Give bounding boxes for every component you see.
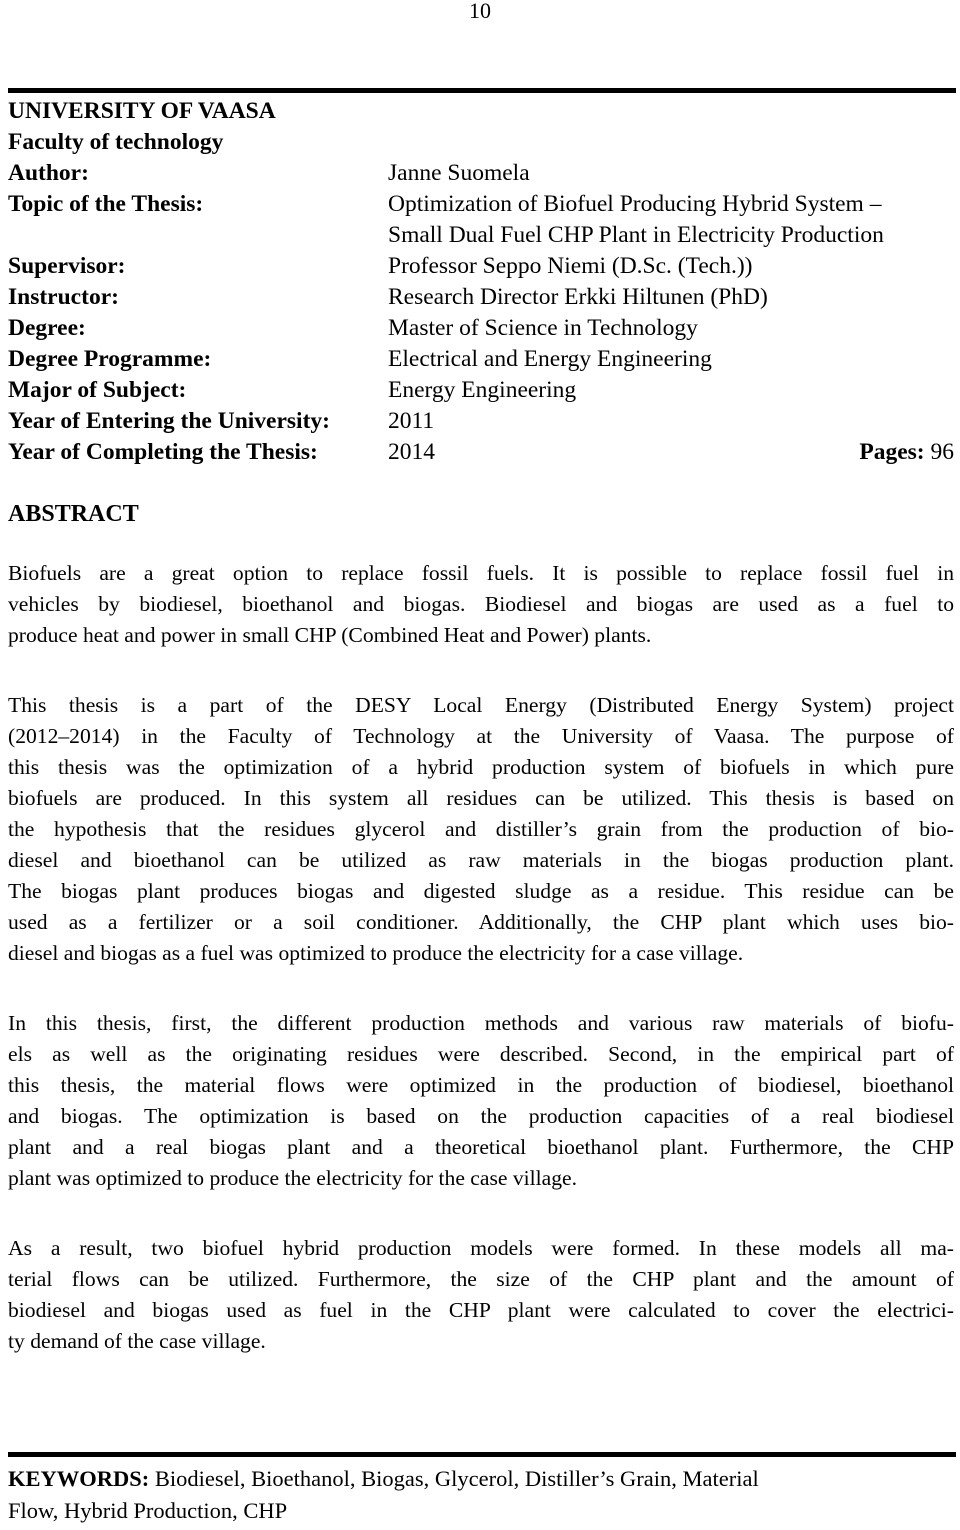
year-entering-row	[8, 406, 954, 437]
abstract-line: and biogas. The optimization is based on the production capacities of a real biodiesel	[8, 1104, 954, 1128]
abstract-line: ty demand of the case village.	[8, 1329, 266, 1353]
university-line	[8, 96, 954, 127]
degree-programme-value: Electrical and Energy Engineering	[388, 346, 712, 372]
keywords-list-part-2: Flow, Hybrid Production, CHP	[8, 1498, 288, 1523]
keywords-label: KEYWORDS:	[8, 1466, 150, 1491]
abstract-paragraph-3	[8, 1008, 954, 1194]
abstract-paragraph-1	[8, 558, 954, 651]
abstract-line: plant was optimized to produce the electricity for the case village.	[8, 1166, 578, 1190]
abstract-line: Biofuels are a great option to replace fossil fuels. It is possible to replace fossil fuel in	[8, 561, 954, 585]
topic-value-line2: Small Dual Fuel CHP Plant in Electricity Production	[388, 222, 884, 248]
page-number: 10	[469, 0, 491, 23]
supervisor-value: Professor Seppo Niemi (D.Sc. (Tech.))	[388, 253, 753, 279]
abstract-line: vehicles by biodiesel, bioethanol and biogas. Biodiesel and biogas are used as a fuel to	[8, 592, 954, 616]
year-completing-value: 2014	[388, 439, 435, 465]
instructor-row	[8, 282, 954, 313]
degree-value: Master of Science in Technology	[388, 315, 698, 341]
instructor-label: Instructor:	[8, 284, 119, 310]
abstract-line: the hypothesis that the residues glycerol and distiller’s grain from the production of bio-	[8, 817, 954, 841]
keywords-list-part-1: Biodiesel, Bioethanol, Biogas, Glycerol, Distiller’s Grain, Material	[154, 1466, 759, 1491]
bottom-divider	[8, 1452, 956, 1457]
abstract-line: This thesis is a part of the DESY Local Energy (Distributed Energy System) project	[8, 693, 954, 717]
topic-row-continued	[8, 220, 954, 251]
abstract-line: biofuels are produced. In this system all residues can be utilized. This thesis is based on	[8, 786, 954, 810]
top-divider	[8, 88, 956, 93]
university-name: UNIVERSITY OF VAASA	[8, 98, 276, 124]
supervisor-label: Supervisor:	[8, 253, 126, 279]
keywords-line-2	[8, 1495, 954, 1527]
author-value: Janne Suomela	[388, 160, 530, 186]
abstract-paragraph-2	[8, 690, 954, 969]
year-completing-label: Year of Completing the Thesis:	[8, 439, 318, 465]
author-row	[8, 158, 954, 189]
thesis-metadata	[8, 96, 954, 468]
topic-value-line1: Optimization of Biofuel Producing Hybrid System –	[388, 191, 882, 217]
degree-row	[8, 313, 954, 344]
abstract-paragraph-4	[8, 1233, 954, 1357]
abstract-line: biodiesel and biogas used as fuel in the CHP plant were calculated to cover the electrici-	[8, 1298, 954, 1322]
faculty-line	[8, 127, 954, 158]
year-entering-value: 2011	[388, 408, 435, 434]
instructor-value: Research Director Erkki Hiltunen (PhD)	[388, 284, 768, 310]
abstract-line: used as a fertilizer or a soil conditioner. Additionally, the CHP plant which uses bio-	[8, 910, 954, 934]
abstract-line: plant and a real biogas plant and a theoretical bioethanol plant. Furthermore, the CHP	[8, 1135, 954, 1159]
topic-label: Topic of the Thesis:	[8, 191, 204, 217]
pages-value: 96	[930, 439, 954, 465]
keywords-line-1	[8, 1463, 954, 1495]
year-entering-label: Year of Entering the University:	[8, 408, 330, 434]
abstract-line: The biogas plant produces biogas and digested sludge as a residue. This residue can be	[8, 879, 954, 903]
abstract-line: this thesis, the material flows were optimized in the production of biodiesel, bioethanol	[8, 1073, 954, 1097]
abstract-line: diesel and biogas as a fuel was optimized to produce the electricity for a case village.	[8, 941, 744, 965]
keywords-block	[8, 1463, 954, 1527]
year-completing-row	[8, 437, 954, 468]
degree-programme-row	[8, 344, 954, 375]
supervisor-row	[8, 251, 954, 282]
abstract-line: diesel and bioethanol can be utilized as raw materials in the biogas production plant.	[8, 848, 954, 872]
abstract-line: this thesis was the optimization of a hybrid production system of biofuels in which pure	[8, 755, 954, 779]
faculty-name: Faculty of technology	[8, 129, 224, 155]
abstract-line: produce heat and power in small CHP (Combined Heat and Power) plants.	[8, 623, 652, 647]
major-label: Major of Subject:	[8, 377, 187, 403]
topic-row	[8, 189, 954, 220]
abstract-line: In this thesis, first, the different production methods and various raw materials of biofu-	[8, 1011, 954, 1035]
abstract-line: (2012–2014) in the Faculty of Technology at the University of Vaasa. The purpose of	[8, 724, 954, 748]
abstract-line: els as well as the originating residues were described. Second, in the empirical part of	[8, 1042, 954, 1066]
abstract-line: terial flows can be utilized. Furthermore, the size of the CHP plant and the amount of	[8, 1267, 954, 1291]
pages-label: Pages:	[859, 439, 925, 465]
author-label: Author:	[8, 160, 89, 186]
pages-field	[859, 437, 954, 468]
major-row	[8, 375, 954, 406]
abstract-heading: ABSTRACT	[8, 501, 139, 527]
degree-label: Degree:	[8, 315, 86, 341]
abstract-line: As a result, two biofuel hybrid production models were formed. In these models all ma-	[8, 1236, 954, 1260]
degree-programme-label: Degree Programme:	[8, 346, 212, 372]
major-value: Energy Engineering	[388, 377, 577, 403]
